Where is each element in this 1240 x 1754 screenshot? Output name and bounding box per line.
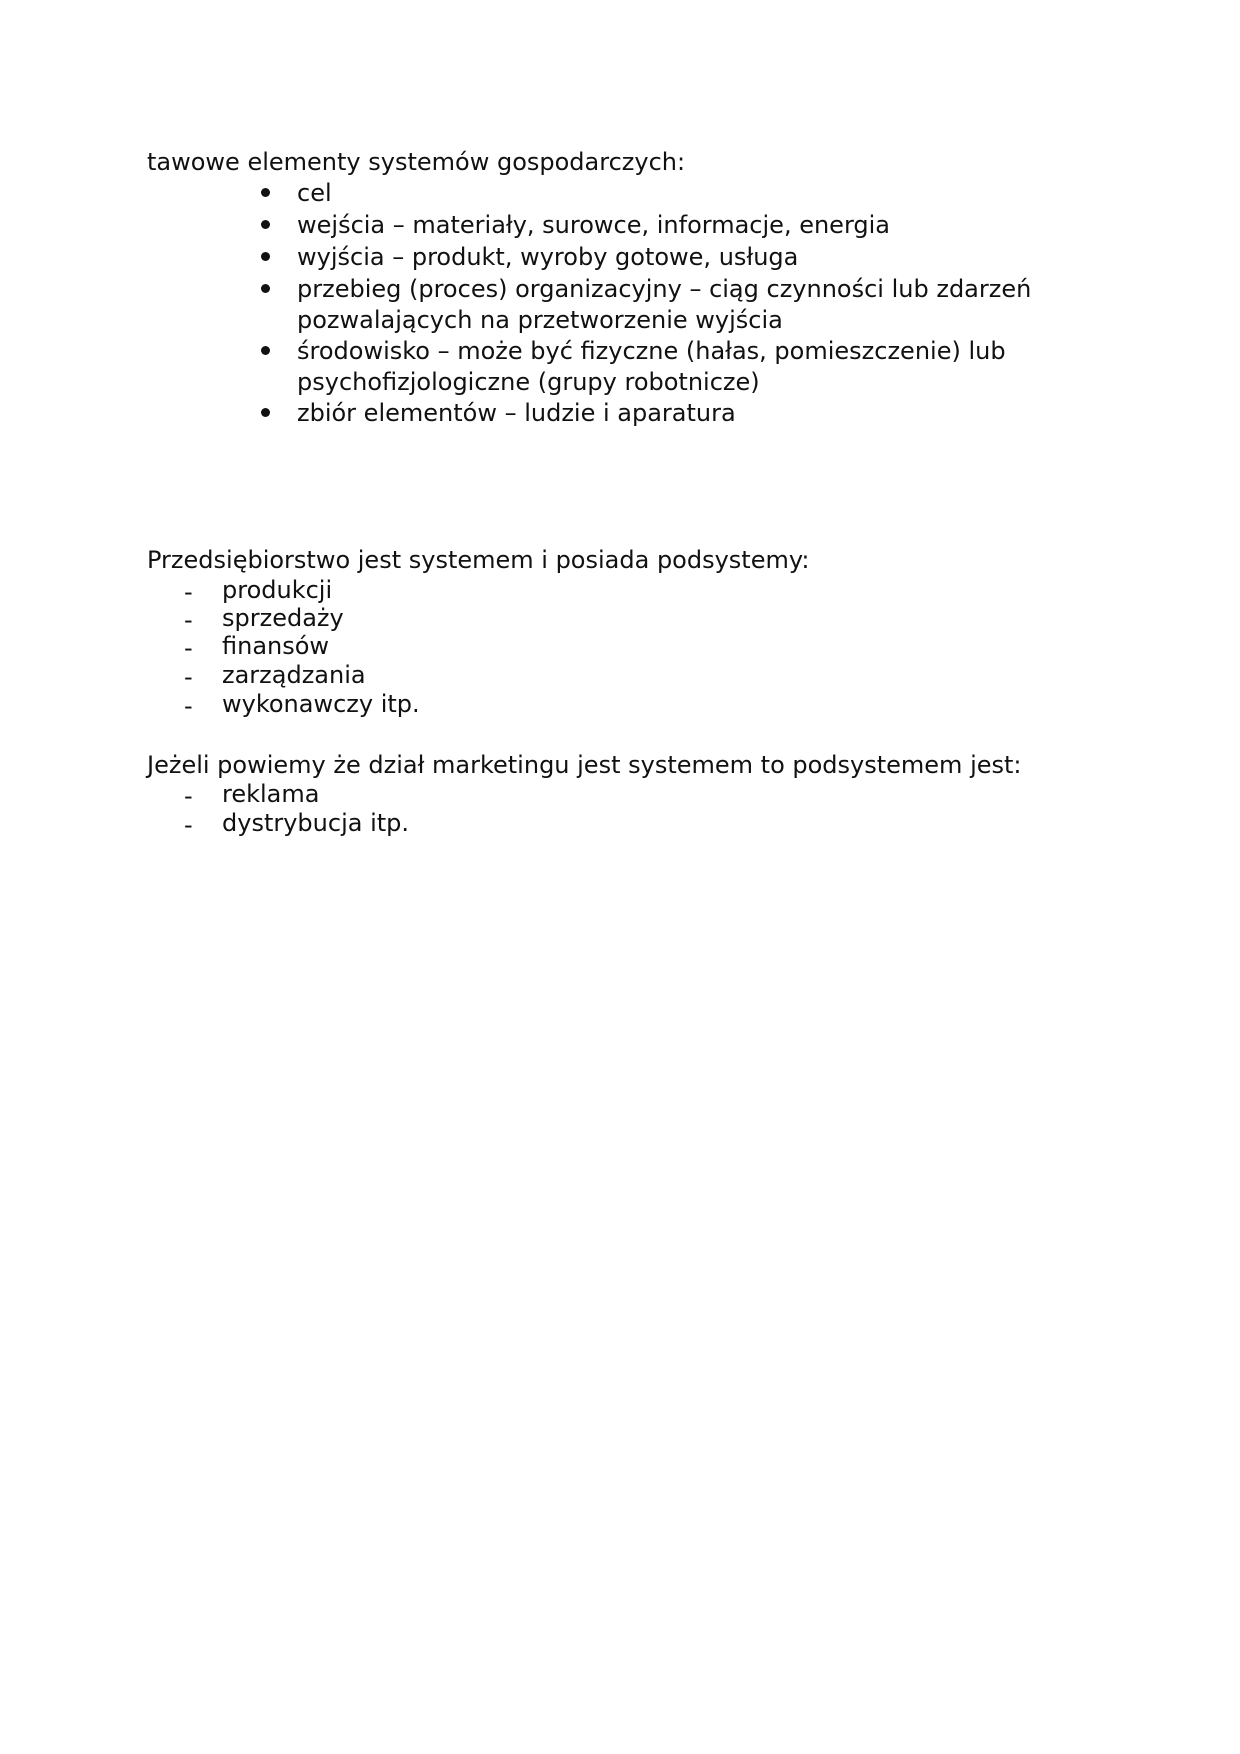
- list-item-text: dystrybucja itp.: [222, 809, 410, 837]
- dash-marker: -: [184, 811, 193, 839]
- list-item-text-continued: pozwalających na przetworzenie wyjścia: [297, 306, 783, 334]
- list-item-text: cel: [297, 179, 332, 207]
- list-item-text: finansów: [222, 632, 330, 660]
- list-item-text: sprzedaży: [222, 604, 344, 632]
- section3-heading: Jeżeli powiemy że dział marketingu jest systemem to podsystemem jest:: [147, 751, 1022, 779]
- bullet-icon: [261, 188, 270, 197]
- dash-marker: -: [184, 634, 193, 662]
- list-item-text: reklama: [222, 780, 320, 808]
- bullet-icon: [261, 284, 270, 293]
- dash-marker: -: [184, 606, 193, 634]
- dash-marker: -: [184, 782, 193, 810]
- list-item-text: środowisko – może być fizyczne (hałas, pomieszczenie) lub: [297, 337, 1006, 365]
- bullet-icon: [261, 346, 270, 355]
- section1-heading: tawowe elementy systemów gospodarczych:: [147, 148, 686, 176]
- list-item-text: zarządzania: [222, 661, 366, 689]
- section2-heading: Przedsiębiorstwo jest systemem i posiada podsystemy:: [147, 546, 810, 574]
- list-item-text: wyjścia – produkt, wyroby gotowe, usługa: [297, 243, 799, 271]
- dash-marker: -: [184, 578, 193, 606]
- dash-marker: -: [184, 692, 193, 720]
- list-item-text: zbiór elementów – ludzie i aparatura: [297, 399, 736, 427]
- bullet-icon: [261, 252, 270, 261]
- list-item-text: wejścia – materiały, surowce, informacje, energia: [297, 211, 890, 239]
- bullet-icon: [261, 408, 270, 417]
- list-item-text: produkcji: [222, 576, 333, 604]
- dash-marker: -: [184, 663, 193, 691]
- bullet-icon: [261, 220, 270, 229]
- list-item-text-continued: psychofizjologiczne (grupy robotnicze): [297, 368, 760, 396]
- list-item-text: wykonawczy itp.: [222, 690, 420, 718]
- list-item-text: przebieg (proces) organizacyjny – ciąg czynności lub zdarzeń: [297, 275, 1032, 303]
